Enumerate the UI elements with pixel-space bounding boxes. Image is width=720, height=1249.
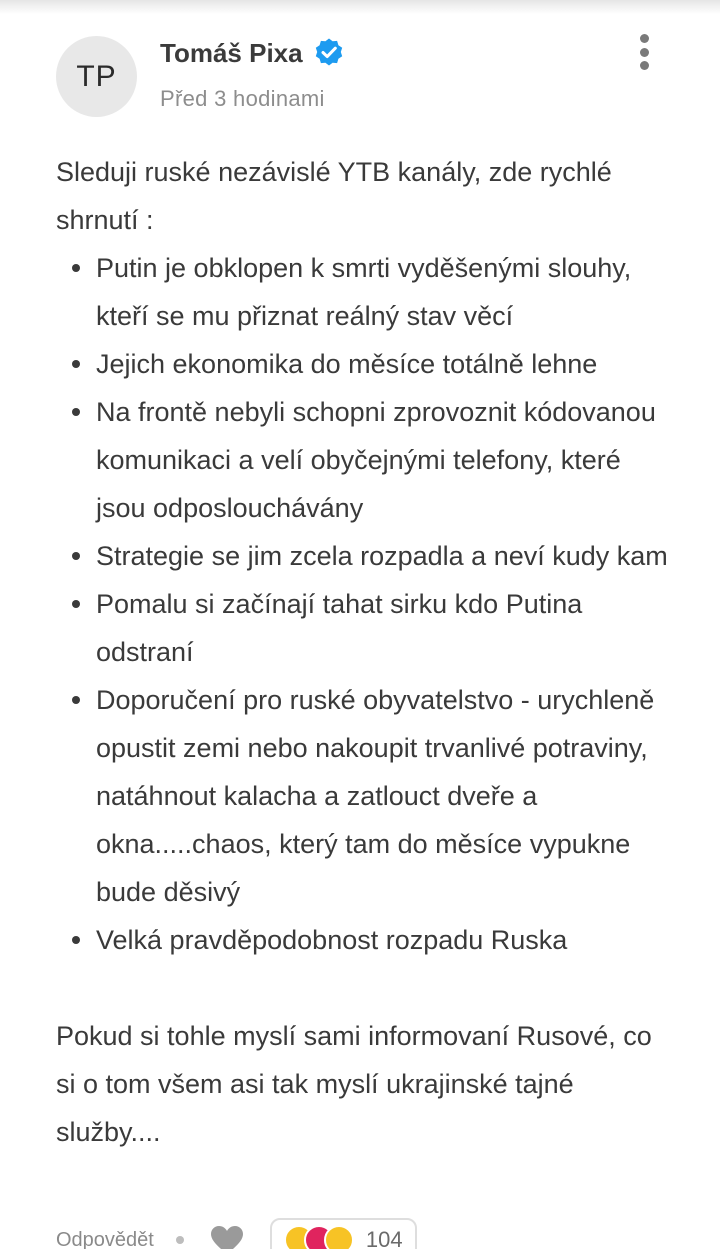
bullet-item: Doporučení pro ruské obyvatelstvo - urychleně opustit zemi nebo nakoupit trvanlivé potraviny, natáhnout kalacha a zatlouct dveře a okna.....chaos, který tam do měsíce vypukne bude děsivý <box>56 676 676 916</box>
author-row <box>160 34 345 72</box>
comment-conclusion: Pokud si tohle myslí sami informovaní Rusové, co si o tom všem asi tak myslí ukrajinské tajné služby.... <box>56 1021 652 1147</box>
reply-button[interactable]: Odpovědět <box>56 1228 154 1249</box>
comment-intro: Sleduji ruské nezávislé YTB kanály, zde rychlé shrnutí : <box>56 157 612 235</box>
comment-timestamp: Před 3 hodinami <box>160 86 325 111</box>
bullet-item: Pomalu si začínají tahat sirku kdo Putina odstraní <box>56 580 676 676</box>
bullet-item: Jejich ekonomika do měsíce totálně lehne <box>56 340 676 388</box>
heart-icon[interactable] <box>210 1225 244 1249</box>
avatar[interactable]: TP <box>56 36 137 117</box>
wow-reaction-icon <box>324 1225 354 1249</box>
reaction-count: 104 <box>365 1227 403 1249</box>
bullet-item: Velká pravděpodobnost rozpadu Ruska <box>56 916 676 964</box>
more-options-button[interactable] <box>630 30 658 74</box>
more-dot-icon <box>640 61 649 70</box>
bullet-item: Putin je obklopen k smrti vyděšenými slouhy, kteří se mu přiznat reálný stav věcí <box>56 244 676 340</box>
bullet-item: Na frontě nebyli schopni zprovoznit kódovanou komunikaci a velí obyčejnými telefony, které jsou odposlouchávány <box>56 388 676 532</box>
author-name[interactable]: Tomáš Pixa <box>160 37 303 68</box>
verified-badge-icon <box>313 37 345 69</box>
paragraph-spacer <box>56 964 676 1012</box>
comment-body <box>56 148 676 1156</box>
bullet-item: Strategie se jim zcela rozpadla a neví kudy kam <box>56 532 676 580</box>
bullet-list <box>56 244 676 964</box>
more-dot-icon <box>640 48 649 57</box>
reactions-summary-button[interactable] <box>270 1218 417 1249</box>
separator-dot <box>176 1236 184 1244</box>
top-divider-shadow <box>0 0 720 14</box>
comment-footer <box>56 1220 417 1249</box>
more-dot-icon <box>640 34 649 43</box>
